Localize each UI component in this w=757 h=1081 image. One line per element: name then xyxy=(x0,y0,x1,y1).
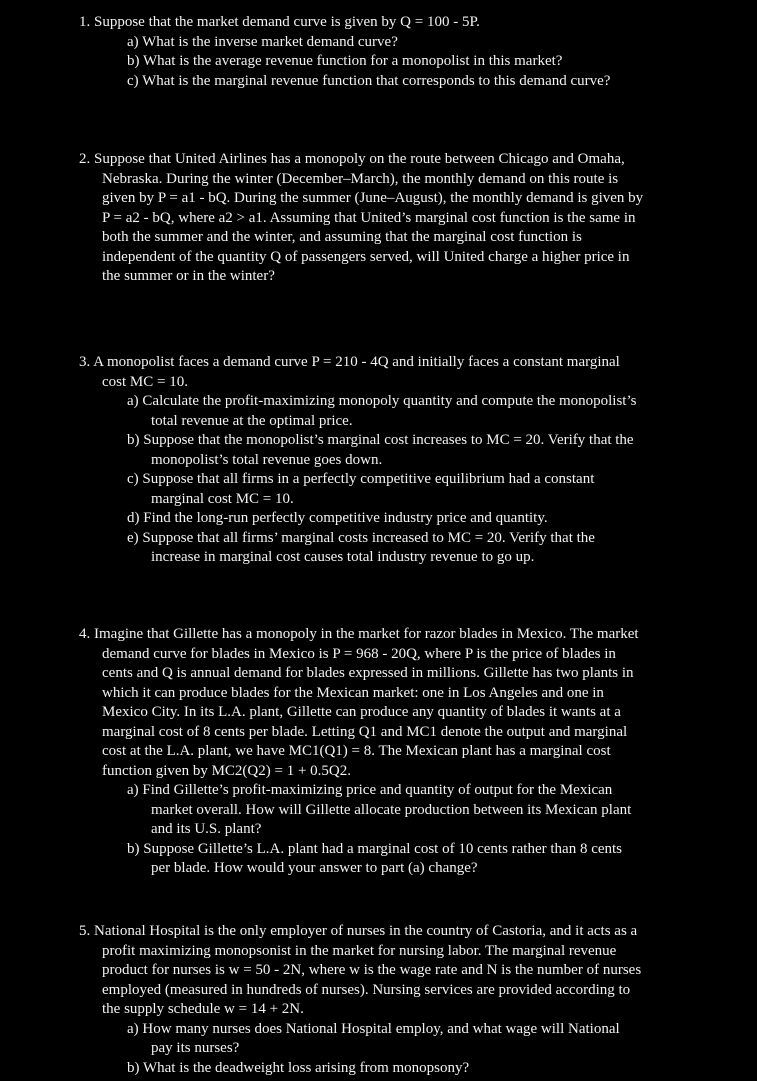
problem-4 xyxy=(79,625,709,879)
sub-question-text-line: monopolist’s total revenue goes down. xyxy=(151,451,383,468)
sub-question-text-line: How many nurses does National Hospital employ, and what wage will National xyxy=(142,1020,620,1037)
sub-question-text-line: Find Gillette’s profit-maximizing price and quantity of output for the Mexican xyxy=(142,782,613,798)
problem-text-line: A monopolist faces a demand curve P = 210 - 4Q and initially faces a constant marginal xyxy=(93,354,620,370)
problem-text-line: function given by MC2(Q2) = 1 + 0.5Q2. xyxy=(102,762,351,779)
problem-text-line: P = a2 - bQ, where a2 > a1. Assuming that United’s marginal cost function is the same in xyxy=(102,209,636,226)
sub-question-b xyxy=(79,1059,709,1079)
sub-question-text-line: pay its nurses? xyxy=(151,1040,240,1056)
sub-question-label: b) xyxy=(127,1059,140,1076)
sub-question-text-line: What is the inverse market demand curve? xyxy=(142,33,398,50)
sub-question-text-line: marginal cost MC = 10. xyxy=(151,490,294,507)
sub-question-text-line: and its U.S. plant? xyxy=(151,821,262,837)
sub-question-e xyxy=(79,529,709,568)
problem-text-line: National Hospital is the only employer of nurses in the country of Castoria, and it acts as a xyxy=(94,923,638,939)
sub-question-text-line: What is the marginal revenue function that corresponds to this demand curve? xyxy=(142,72,611,89)
sub-question-c xyxy=(79,72,709,92)
sub-question-label: d) xyxy=(127,510,140,526)
sub-question-text-line: market overall. How will Gillette allocate production between its Mexican plant xyxy=(151,801,632,818)
problem-text-line: the summer or in the winter? xyxy=(102,268,275,284)
problem-1 xyxy=(79,13,709,91)
sub-question-label: e) xyxy=(127,529,139,546)
problem-3 xyxy=(79,353,709,568)
problem-text-line: marginal cost of 8 cents per blade. Letting Q1 and MC1 denote the output and marginal xyxy=(102,723,628,740)
sub-question-text-line: Suppose that all firms’ marginal costs increased to MC = 20. Verify that the xyxy=(142,529,595,546)
sub-question-a xyxy=(79,392,709,431)
problem-text-line: both the summer and the winter, and assuming that the marginal cost function is xyxy=(102,229,582,245)
sub-question-a xyxy=(79,781,709,840)
sub-question-label: b) xyxy=(127,840,140,857)
sub-question-c xyxy=(79,470,709,509)
sub-question-label: b) xyxy=(127,432,140,448)
problem-number: 5. xyxy=(79,923,91,939)
sub-question-b xyxy=(79,431,709,470)
sub-question-text-line: Suppose Gillette’s L.A. plant had a marginal cost of 10 cents rather than 8 cents xyxy=(143,840,623,857)
problem-text-line: cost at the L.A. plant, we have MC1(Q1) = 8. The Mexican plant has a marginal cost xyxy=(102,743,611,759)
problem-text-line: given by P = a1 - bQ. During the summer (June–August), the monthly demand is given by xyxy=(102,190,644,206)
sub-question-b xyxy=(79,52,709,72)
problem-text-line: Suppose that United Airlines has a monopoly on the route between Chicago and Omaha, xyxy=(94,151,625,167)
problem-text-line: which it can produce blades for the Mexican market: one in Los Angeles and one in xyxy=(102,684,604,701)
problem-2 xyxy=(79,150,709,287)
problem-number: 4. xyxy=(79,626,91,642)
problem-5 xyxy=(79,922,709,1078)
problem-text-line: cents and Q is annual demand for blades expressed in millions. Gillette has two plants in xyxy=(102,665,634,681)
sub-question-text-line: Calculate the profit-maximizing monopoly quantity and compute the monopolist’s xyxy=(142,393,637,409)
sub-question-text-line: Suppose that the monopolist’s marginal cost increases to MC = 20. Verify that the xyxy=(143,432,634,448)
sub-question-b xyxy=(79,840,709,879)
problem-text-line: product for nurses is w = 50 - 2N, where w is the wage rate and N is the number of nurses xyxy=(102,962,642,978)
problem-text-line: Imagine that Gillette has a monopoly in the market for razor blades in Mexico. The market xyxy=(94,626,639,642)
problem-number: 2. xyxy=(79,151,91,167)
sub-question-label: c) xyxy=(127,72,139,89)
sub-question-text-line: What is the average revenue function for a monopolist in this market? xyxy=(142,53,563,69)
problem-text-line: the supply schedule w = 14 + 2N. xyxy=(102,1001,304,1017)
sub-question-a xyxy=(79,1020,709,1059)
problem-number: 1. xyxy=(79,14,91,30)
problem-text-line: Nebraska. During the winter (December–March), the monthly demand on this route is xyxy=(102,170,619,187)
sub-question-text-line: What is the deadweight loss arising from monopsony? xyxy=(142,1059,470,1076)
problem-number: 3. xyxy=(79,354,91,370)
problem-text-line: cost MC = 10. xyxy=(102,373,188,390)
sub-question-text-line: total revenue at the optimal price. xyxy=(151,412,353,429)
sub-question-text-line: Find the long-run perfectly competitive industry price and quantity. xyxy=(143,510,548,526)
sub-question-label: a) xyxy=(127,782,139,798)
problem-text-line: employed (measured in hundreds of nurses). Nursing services are provided according to xyxy=(102,981,631,998)
sub-question-label: a) xyxy=(127,393,139,409)
problem-text-line: independent of the quantity Q of passengers served, will United charge a higher price in xyxy=(102,248,630,265)
sub-question-label: c) xyxy=(127,471,139,487)
sub-question-label: a) xyxy=(127,1020,139,1037)
problem-text-line: profit maximizing monopsonist in the market for nursing labor. The marginal revenue xyxy=(102,942,617,959)
sub-question-d xyxy=(79,509,709,529)
sub-question-text-line: increase in marginal cost causes total industry revenue to go up. xyxy=(151,549,535,565)
problem-text-line: Mexico City. In its L.A. plant, Gillette can produce any quantity of blades it wants at a xyxy=(102,704,621,720)
sub-question-label: a) xyxy=(127,33,139,50)
problem-text-line: demand curve for blades in Mexico is P = 968 - 20Q, where P is the price of blades in xyxy=(102,645,616,662)
sub-question-a xyxy=(79,33,709,53)
problem-text-line: Suppose that the market demand curve is given by Q = 100 - 5P. xyxy=(94,14,480,30)
sub-question-text-line: Suppose that all firms in a perfectly competitive equilibrium had a constant xyxy=(142,471,595,487)
sub-question-text-line: per blade. How would your answer to part (a) change? xyxy=(151,860,478,876)
sub-question-label: b) xyxy=(127,53,140,69)
